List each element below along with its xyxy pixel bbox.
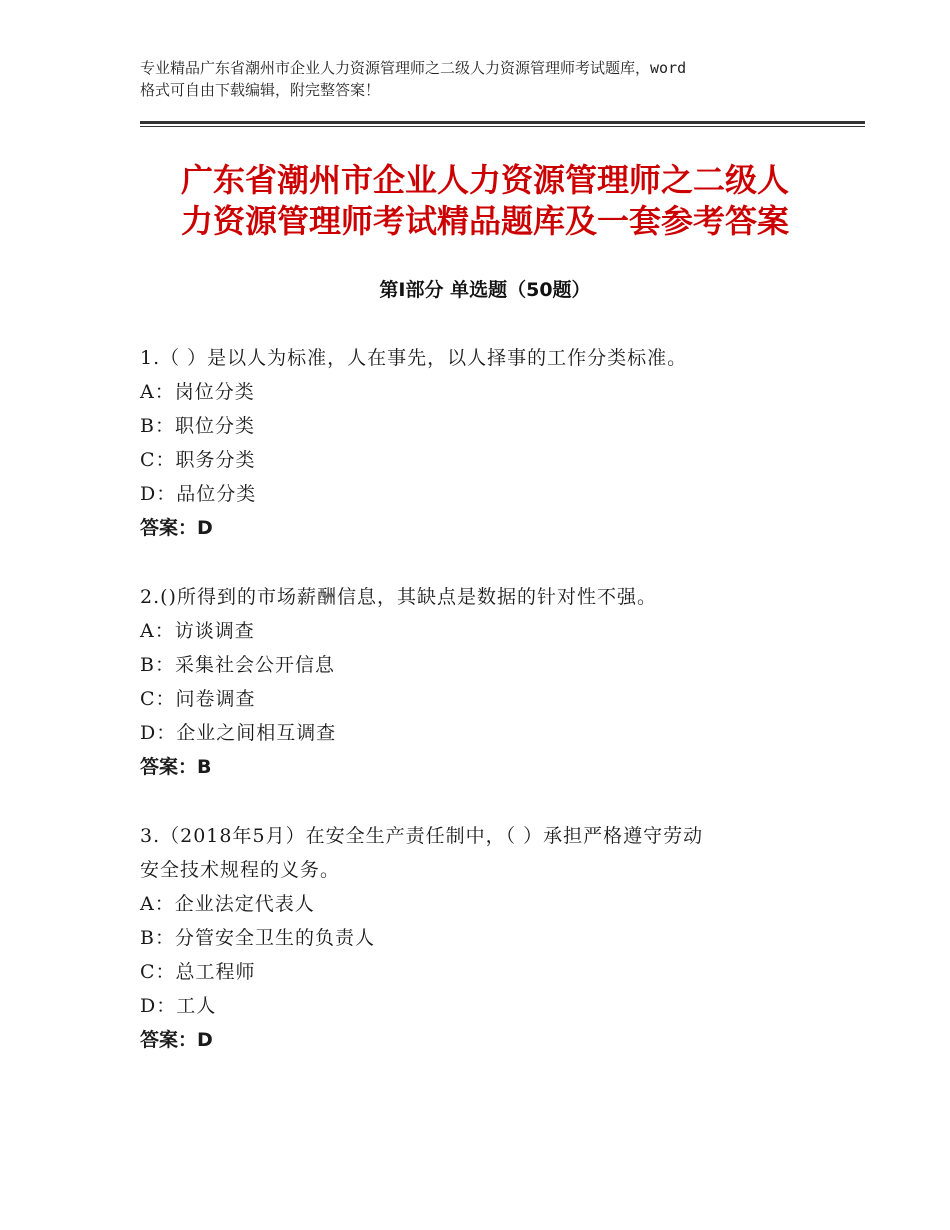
question-stem-line: 3.（2018年5月）在安全生产责任制中，（ ）承担严格遵守劳动 — [140, 825, 704, 847]
question-stem-line: 1.（ ）是以人为标准，人在事先，以人择事的工作分类标准。 — [140, 347, 688, 369]
question-item — [140, 819, 820, 1057]
header-note-line: 专业精品广东省潮州市企业人力资源管理师之二级人力资源管理师考试题库，word — [140, 59, 687, 77]
question-stem-line: 安全技术规程的义务。 — [140, 859, 341, 881]
document-title-line: 广东省潮州市企业人力资源管理师之二级人 — [180, 161, 789, 199]
header-divider-thin — [140, 126, 865, 127]
answer-label: 答案：D — [140, 517, 213, 539]
option-a: A：岗位分类 — [140, 381, 255, 403]
question-item — [140, 341, 820, 545]
option-a: A：访谈调查 — [140, 620, 255, 642]
question-item — [140, 580, 820, 784]
option-a: A：企业法定代表人 — [140, 893, 315, 915]
document-title — [140, 160, 830, 242]
option-b: B：分管安全卫生的负责人 — [140, 927, 375, 949]
option-c: C：职务分类 — [140, 449, 256, 471]
answer-label: 答案：D — [140, 1029, 213, 1051]
document-title-line: 力资源管理师考试精品题库及一套参考答案 — [180, 202, 789, 240]
option-c: C：总工程师 — [140, 961, 256, 983]
option-b: B：职位分类 — [140, 415, 255, 437]
option-c: C：问卷调查 — [140, 688, 256, 710]
header-note — [140, 57, 830, 101]
question-stem — [140, 580, 820, 614]
option-d: D：企业之间相互调查 — [140, 722, 337, 744]
option-d: D：工人 — [140, 995, 217, 1017]
question-stem — [140, 819, 820, 887]
question-stem-line: 2.()所得到的市场薪酬信息，其缺点是数据的针对性不强。 — [140, 586, 657, 608]
header-divider-thick — [140, 121, 865, 124]
question-stem — [140, 341, 820, 375]
section-title: 第Ⅰ部分 单选题（50题） — [379, 279, 591, 301]
option-b: B：采集社会公开信息 — [140, 654, 335, 676]
header-note-line: 格式可自由下载编辑，附完整答案！ — [140, 81, 381, 99]
option-d: D：品位分类 — [140, 483, 257, 505]
answer-label: 答案：B — [140, 756, 212, 778]
